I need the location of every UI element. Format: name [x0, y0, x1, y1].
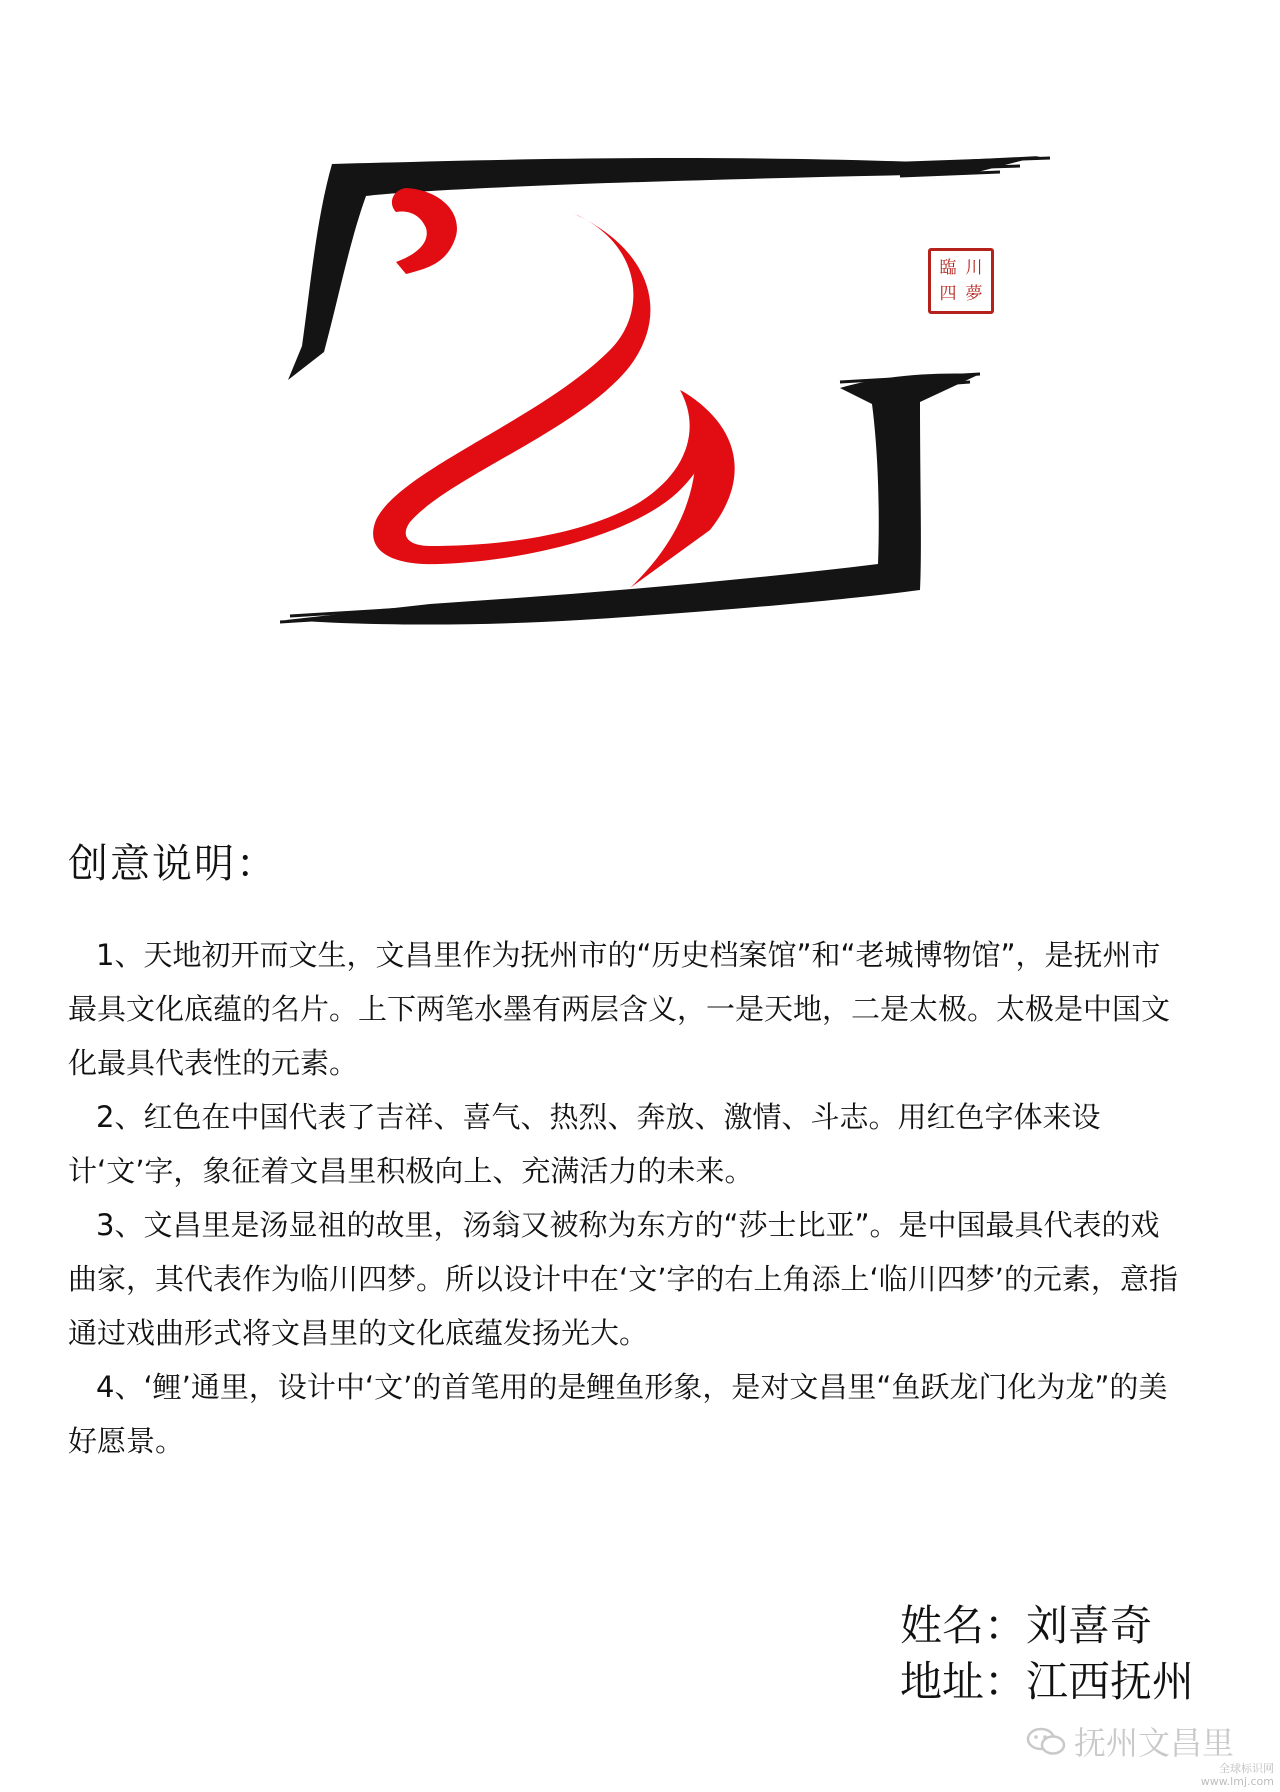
- creative-explanation-heading: 创意说明：: [68, 841, 278, 887]
- bottom-ink-stroke: [286, 374, 980, 625]
- corner-site-name: 全球标识网: [1219, 1762, 1274, 1775]
- author-info: [900, 1598, 1194, 1710]
- wenchangli-logo: [280, 150, 1080, 730]
- seal-char: 臨: [939, 257, 957, 278]
- corner-site-url: www.lmj.com: [1200, 1775, 1274, 1788]
- explanation-paragraph: 3、文昌里是汤显祖的故里，汤翁又被称为东方的“莎士比亚”。是中国最具代表的戏曲家，其代表作为临川四梦。所以设计中在‘文’字的右上角添上‘临川四梦’的元素，意指通过戏曲形式将文昌里的文化底蕴发扬光大。: [68, 1208, 1178, 1350]
- seal-char: 夢: [965, 283, 983, 304]
- explanation-body: [68, 928, 1188, 1468]
- explanation-paragraph: 2、红色在中国代表了吉祥、喜气、热烈、奔放、激情、斗志。用红色字体来设计‘文’字，象征着文昌里积极向上、充满活力的未来。: [68, 1100, 1101, 1188]
- corner-site-mark: [1201, 1762, 1274, 1788]
- logo-artwork: [280, 150, 1080, 730]
- author-address: 地址：江西抚州: [900, 1657, 1195, 1706]
- red-carp-stroke: [392, 188, 457, 274]
- wechat-icon: [1026, 1726, 1066, 1756]
- watermark-text: 抚州文昌里: [1074, 1724, 1235, 1762]
- linchuan-simeng-seal: [928, 248, 994, 314]
- wechat-watermark: [1026, 1718, 1234, 1764]
- red-wen-tail: [630, 396, 735, 588]
- seal-char: 四: [939, 283, 957, 304]
- author-name: 姓名：刘喜奇: [900, 1601, 1153, 1650]
- explanation-paragraph: 1、天地初开而文生，文昌里作为抚州市的“历史档案馆”和“老城博物馆”，是抚州市最具文化底蕴的名片。上下两笔水墨有两层含义，一是天地，二是太极。太极是中国文化最具代表性的元素。: [68, 938, 1171, 1080]
- seal-char: 川: [965, 257, 983, 278]
- explanation-paragraph: 4、‘鲤’通里，设计中‘文’的首笔用的是鲤鱼形象，是对文昌里“鱼跃龙门化为龙”的美好愿景。: [68, 1370, 1168, 1458]
